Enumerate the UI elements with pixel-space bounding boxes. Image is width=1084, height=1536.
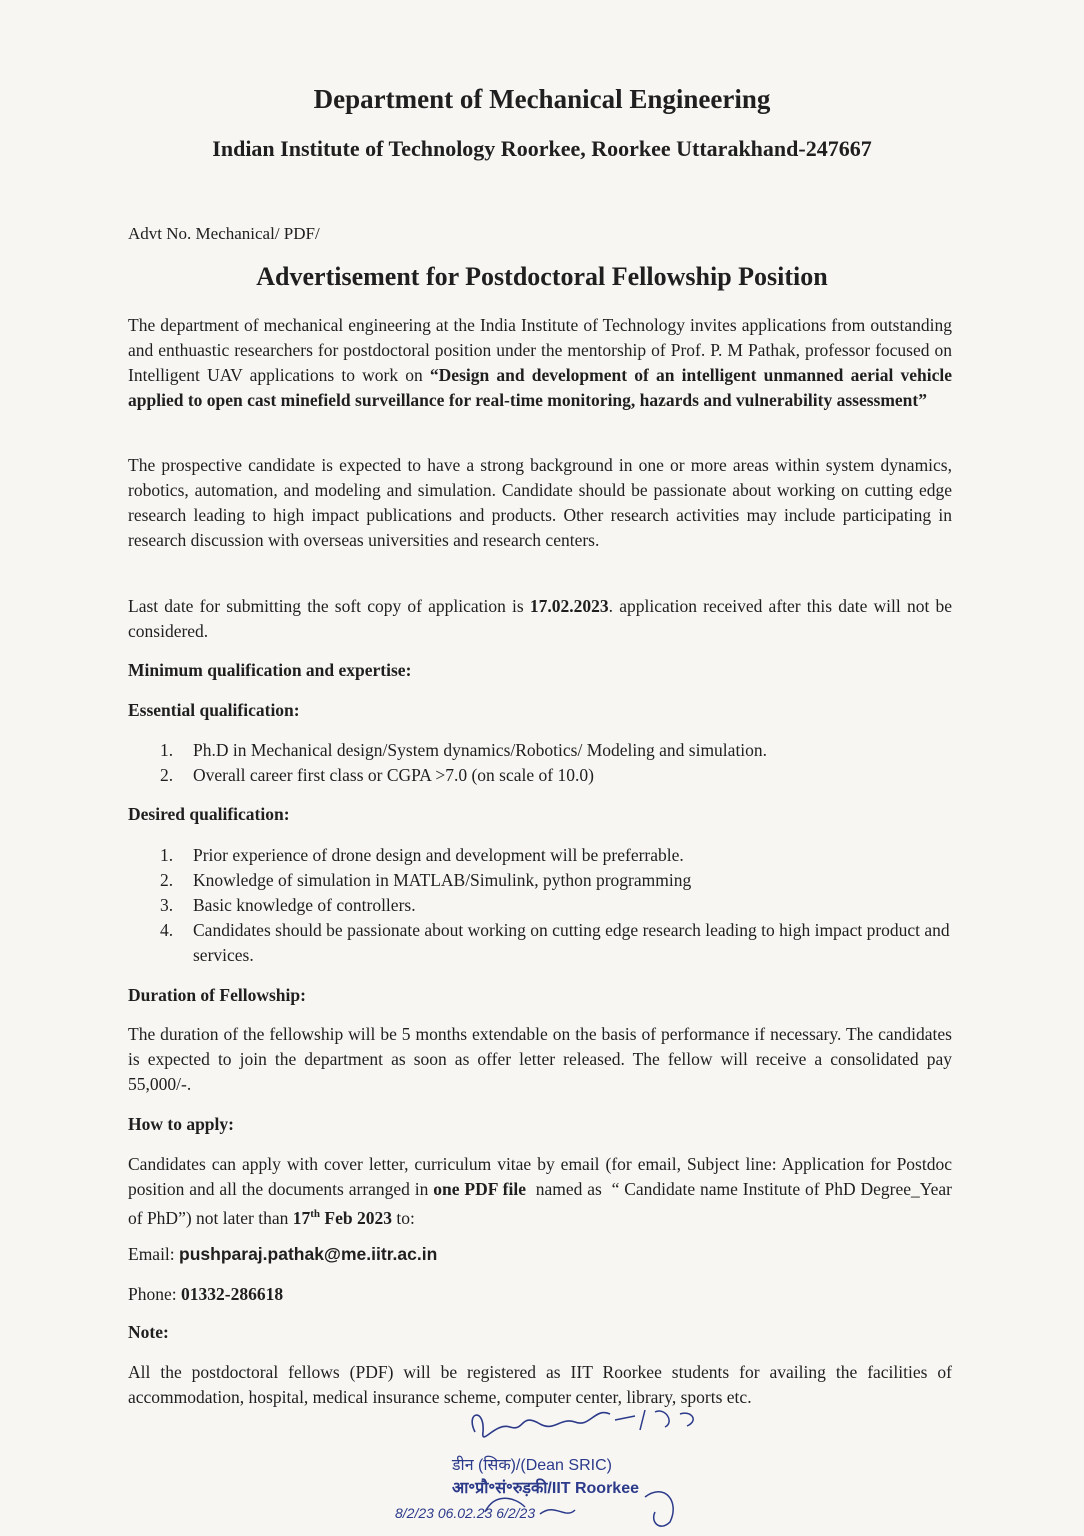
apply-text-mid: named as “ Candidate name Institute of PhD Degree_Year of PhD”) not later than [128,1179,957,1228]
deadline-day: 17 [292,1207,311,1228]
email-line [128,1242,952,1267]
apply-text-pre: Candidates can apply with cover letter, curriculum vitae by email (for email, Subject line: Application for Postdoc position and all the documents arranged in [128,1154,952,1199]
note-paragraph: All the postdoctoral fellows (PDF) will be registered as IIT Roorkee students for availing the facilities of accommodation, hospital, medical insurance scheme, computer center, library, sports etc. [128,1362,952,1407]
apply-pdf-note: one PDF file [433,1179,526,1199]
candidate-paragraph: The prospective candidate is expected to have a strong background in one or more areas within system dynamics, robotics, automation, and modeling and simulation. Candidate should be passionate about working on cutting edge research leading to high impact publications and products. Other research activities may include participating in research discussion with overseas universities and research centers. [128,455,952,550]
list-number: 4. [160,920,174,940]
essential-list [128,738,952,788]
department-heading: Department of Mechanical Engineering [313,84,771,114]
list-number: 2. [160,870,174,890]
apply-text-post: to: [391,1207,415,1228]
apply-paragraph [128,1152,957,1231]
note-heading: Note: [128,1322,169,1342]
essential-heading: Essential qualification: [128,700,300,720]
stamp-line-1: डीन (सिक)/(Dean SRIC) [452,1457,612,1474]
deadline-rest: Feb 2023 [320,1207,392,1228]
last-date-value: 17.02.2023 [529,596,609,616]
list-item [128,868,952,893]
page-title: Advertisement for Postdoctoral Fellowship Position [256,262,828,291]
list-text: Prior experience of drone design and development will be preferrable. [193,845,684,865]
handwritten-dates: 8/2/23 06.02.23 6/2/23 [395,1505,536,1521]
stamp-line-2: आ॰प्रौ॰सं॰रुड़की/IIT Roorkee [452,1480,640,1497]
duration-heading: Duration of Fellowship: [128,985,306,1005]
phone-number: 01332-286618 [181,1284,284,1304]
list-number: 2. [160,765,174,785]
email-label: Email: [128,1244,180,1264]
list-text: Knowledge of simulation in MATLAB/Simulink, python programming [193,870,692,890]
institute-heading: Indian Institute of Technology Roorkee, Roorkee Uttarakhand-247667 [212,136,872,161]
list-number: 1. [160,740,174,760]
list-number: 1. [160,845,174,865]
list-item [128,893,952,918]
intro-paragraph [128,313,952,413]
min-qualification-heading: Minimum qualification and expertise: [128,660,412,680]
intro-text: The department of mechanical engineering at the India Institute of Technology invites applications from outstanding and enthuastic researchers for postdoctoral position under the mentorship of Prof. P. M Pathak, professor focused on Intelligent UAV applications to work on [128,315,952,385]
deadline-sup: th [310,1208,321,1220]
last-date-pre: Last date for submitting the soft copy of application is [128,596,530,616]
advt-number: Advt No. Mechanical/ PDF/ [128,224,320,243]
last-date-paragraph [128,594,952,644]
apply-deadline [293,1208,392,1228]
list-text: Candidates should be passionate about working on cutting edge research leading to high impact product and services. [193,920,950,965]
list-number: 3. [160,895,174,915]
duration-paragraph: The duration of the fellowship will be 5 months extendable on the basis of performance if necessary. The candidates is expected to join the department as soon as offer letter released. The fellow will receive a consolidated pay 55,000/-. [128,1024,952,1094]
project-title: “Design and development of an intelligent unmanned aerial vehicle applied to open cast minefield surveillance for real-time monitoring, hazards and vulnerability assessment” [128,365,953,410]
desired-list [128,843,952,968]
list-text: Overall career first class or CGPA >7.0 (on scale of 10.0) [193,765,594,785]
email-link[interactable]: pushparaj.pathak@me.iitr.ac.in [179,1244,438,1264]
list-item [128,918,952,968]
list-text: Basic knowledge of controllers. [193,895,416,915]
list-item [128,843,952,868]
phone-line [128,1282,952,1307]
list-item [128,763,952,788]
apply-heading: How to apply: [128,1114,234,1134]
phone-label: Phone: [128,1284,181,1304]
desired-heading: Desired qualification: [128,804,290,824]
list-text: Ph.D in Mechanical design/System dynamics/Robotics/ Modeling and simulation. [193,740,768,760]
list-item [128,738,952,763]
last-date-post: . application received after this date will not be considered. [128,596,952,641]
